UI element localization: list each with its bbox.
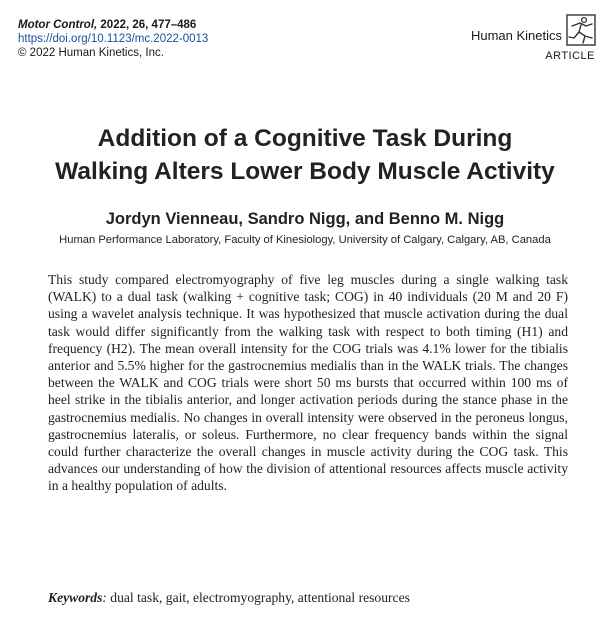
keywords-label: Keywords <box>48 590 103 605</box>
paper-authors: Jordyn Vienneau, Sandro Nigg, and Benno M. Nigg <box>105 210 505 228</box>
keywords-separator: : <box>102 590 107 605</box>
journal-citation <box>18 18 208 32</box>
journal-volume-pages: 2022, 26, 477–486 <box>97 19 197 31</box>
publisher-name: Human Kinetics <box>470 28 562 43</box>
publisher-block <box>471 14 596 62</box>
publisher-row <box>471 14 596 46</box>
paper-title-line-1: Addition of a Cognitive Task During <box>97 125 513 152</box>
paper-title-line-2: Walking Alters Lower Body Muscle Activity <box>55 158 555 185</box>
journal-header <box>18 18 208 60</box>
copyright-notice: © 2022 Human Kinetics, Inc. <box>18 47 164 59</box>
doi-link[interactable]: https://doi.org/10.1123/mc.2022-0013 <box>18 33 209 45</box>
article-type-label: ARTICLE <box>545 50 595 62</box>
journal-name: Motor Control, <box>18 19 98 31</box>
author-affiliation: Human Performance Laboratory, Faculty of Kinesiology, University of Calgary, Calgary, AB, Canada <box>59 234 551 246</box>
keywords-line <box>48 589 568 606</box>
human-kinetics-logo-icon <box>566 14 596 46</box>
abstract-text: This study compared electromyography of five leg muscles during a single walking task (WALK) to a dual task (walking + cognitive task; COG) in 40 individuals (20 M and 20 F) using a wavelet analysis technique. It was hypothesized that muscle activation during the dual task would differ significantly from the walking task with respect to both timing (H1) and frequency (H2). The mean overall intensity for the COG trials was 4.1% lower for the tibialis anterior and 5.5% higher for the gastrocnemius medialis than in the WALK trials. The changes between the WALK and COG trials were short 50 ms bursts that occurred within 100 ms of heel strike in the tibialis anterior, and longer activation periods during the stance phase in the gastrocnemius medialis. No changes in overall intensity were observed in the peroneus longus, gastrocnemius lateralis, or soleus. Furthermore, no clear frequency bands within the signal could further characterize the overall changes in muscle activity during the COG task. This advances our understanding of how the division of attentional resources affects muscle activity in a healthy population of adults. <box>48 272 568 494</box>
paper-title <box>0 122 610 188</box>
keywords-list: dual task, gait, electromyography, attentional resources <box>106 590 410 605</box>
